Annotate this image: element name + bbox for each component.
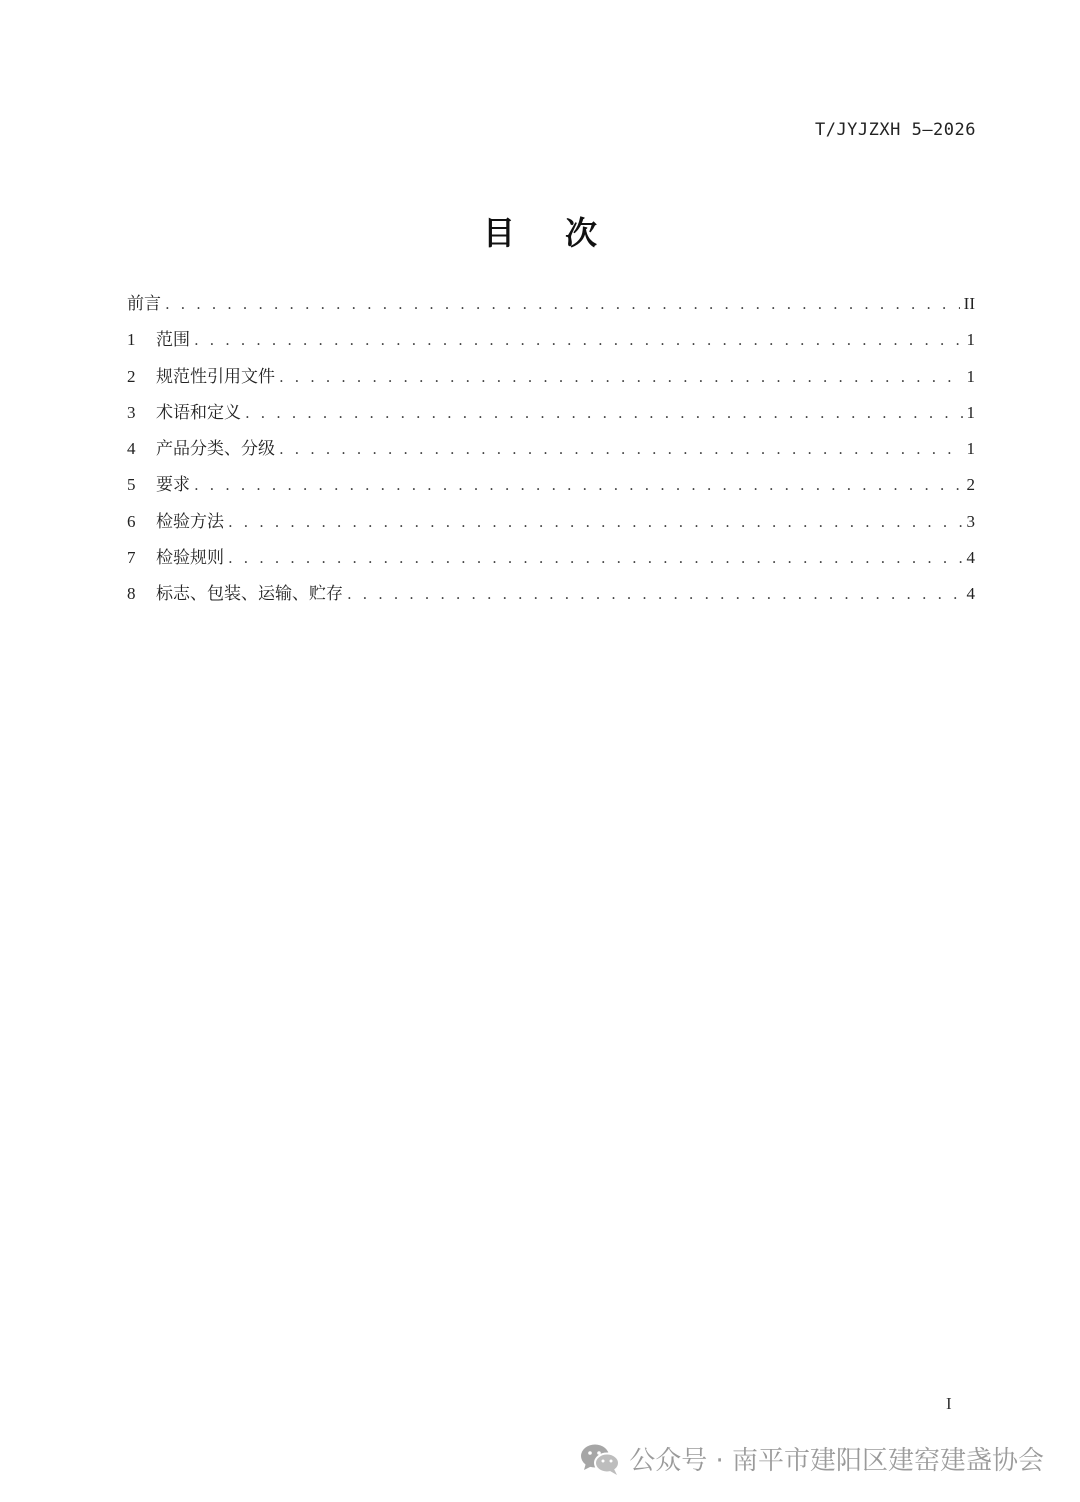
toc-leader-dots xyxy=(165,286,960,322)
toc-leader-dots xyxy=(194,467,963,503)
toc-item-number: 1 xyxy=(127,330,136,350)
toc-item-number: 8 xyxy=(127,584,136,604)
toc-item-label: 范围 xyxy=(156,330,190,351)
toc-item-page: 1 xyxy=(966,402,975,422)
toc-item-number: 6 xyxy=(127,511,136,531)
toc-leader-dots xyxy=(194,322,963,358)
toc-item-page: 1 xyxy=(966,366,975,386)
toc-item-terms-definitions[interactable] xyxy=(127,395,975,431)
toc-item-label: 检验规则 xyxy=(156,548,224,569)
toc-item-inspection-rules[interactable] xyxy=(127,540,975,576)
toc-item-page: 3 xyxy=(966,511,975,531)
toc-leader-dots xyxy=(279,359,963,395)
toc-item-label: 产品分类、分级 xyxy=(156,439,275,460)
toc-leader-dots xyxy=(279,431,963,467)
toc-item-number: 7 xyxy=(127,548,136,568)
toc-item-page: 1 xyxy=(966,439,975,459)
toc-item-test-methods[interactable] xyxy=(127,504,975,540)
toc-leader-dots xyxy=(245,395,963,431)
toc-item-label: 前言 xyxy=(127,294,161,314)
toc-item-requirements[interactable] xyxy=(127,467,975,503)
toc-item-number: 2 xyxy=(127,366,136,386)
document-code: T/JYJZXH 5—2026 xyxy=(814,120,976,140)
toc-item-number: 5 xyxy=(127,475,136,495)
toc-item-page: 4 xyxy=(966,548,975,568)
toc-item-page: 2 xyxy=(966,475,975,495)
toc-item-number: 4 xyxy=(127,439,136,459)
toc-item-label: 标志、包装、运输、贮存 xyxy=(156,584,343,605)
watermark-text: 公众号 · 南平市建阳区建窑建盏协会 xyxy=(629,1446,1044,1476)
toc-item-page: II xyxy=(963,294,975,313)
toc-item-scope[interactable] xyxy=(127,322,975,358)
toc-item-normative-references[interactable] xyxy=(127,359,975,395)
toc-item-number: 3 xyxy=(127,402,136,422)
page-number: I xyxy=(946,1394,952,1413)
toc-item-foreword[interactable] xyxy=(127,286,975,322)
toc-item-label: 规范性引用文件 xyxy=(156,366,275,387)
toc-item-label: 检验方法 xyxy=(156,511,224,532)
toc-leader-dots xyxy=(228,540,963,576)
toc-item-page: 1 xyxy=(966,330,975,350)
watermark xyxy=(579,1440,1044,1477)
table-of-contents xyxy=(127,286,975,613)
page-title: 目次 xyxy=(482,214,647,252)
toc-item-label: 要求 xyxy=(156,475,190,496)
toc-item-page: 4 xyxy=(966,584,975,604)
toc-item-label: 术语和定义 xyxy=(156,402,241,423)
toc-leader-dots xyxy=(228,504,963,540)
toc-item-marking-packaging[interactable] xyxy=(127,576,975,612)
wechat-icon xyxy=(579,1441,621,1477)
toc-item-classification[interactable] xyxy=(127,431,975,467)
toc-leader-dots xyxy=(347,576,963,612)
